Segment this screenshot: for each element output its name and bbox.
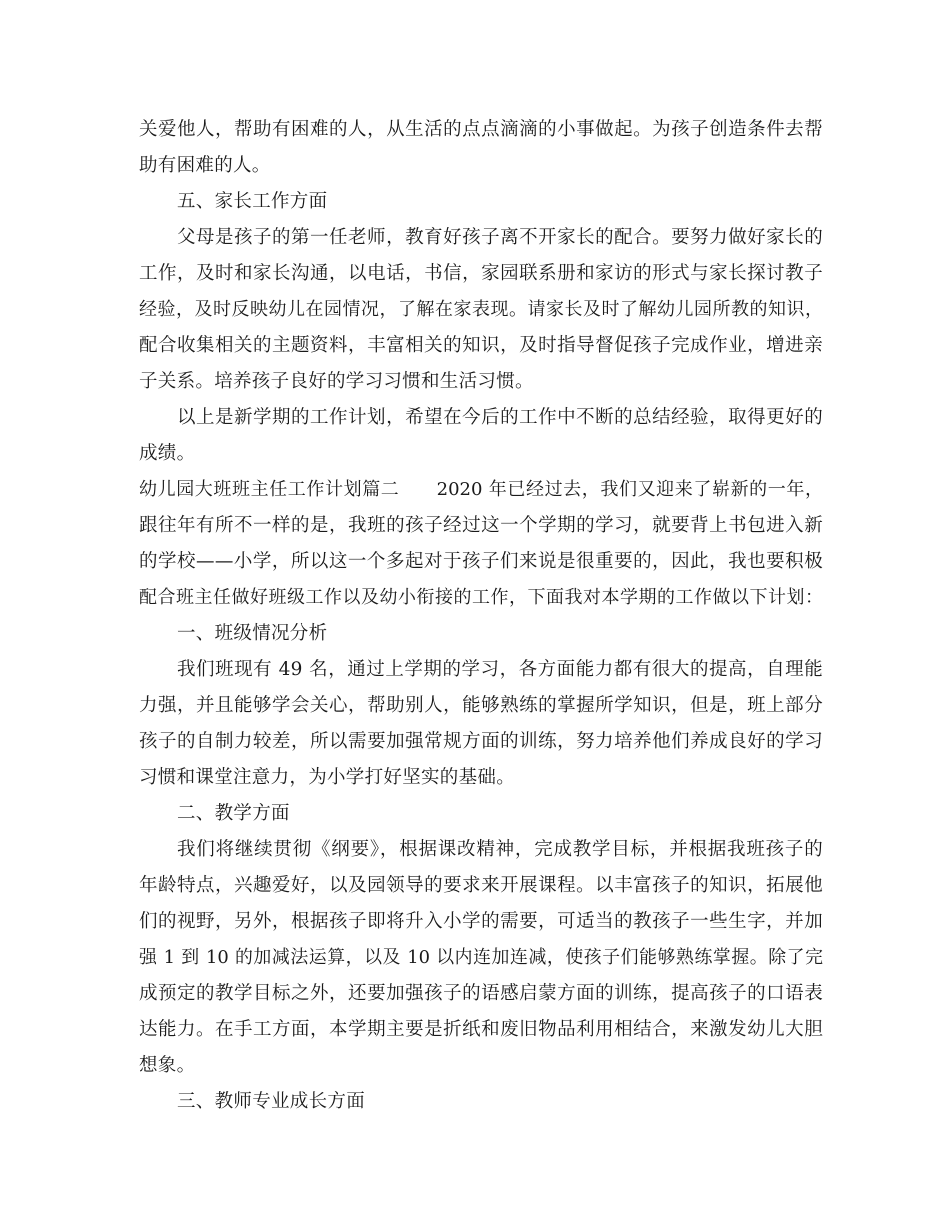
text-line: 跟往年有所不一样的是，我班的孩子经过这一个学期的学习，就要背上书包进入新: [139, 515, 823, 536]
text-line: 幼儿园大班班主任工作计划篇二 2020 年已经过去，我们又迎来了崭新的一年，: [139, 479, 823, 500]
text-line: 力强，并且能够学会关心，帮助别人，能够熟练的掌握所学知识，但是，班上部分: [139, 695, 823, 716]
text-line: 以上是新学期的工作计划，希望在今后的工作中不断的总结经验，取得更好的: [177, 407, 823, 428]
text-line: 达能力。在手工方面，本学期主要是折纸和废旧物品利用相结合，来激发幼儿大胆: [139, 1019, 823, 1040]
text-line: 我们班现有 49 名，通过上学期的学习，各方面能力都有很大的提高，自理能: [177, 659, 823, 680]
text-line: 二、教学方面: [177, 803, 290, 824]
text-line: 一、班级情况分析: [177, 623, 328, 644]
text-line: 五、家长工作方面: [177, 191, 328, 212]
text-line: 强 1 到 10 的加减法运算，以及 10 以内连加连减，使孩子们能够熟练掌握。除了完: [139, 947, 823, 968]
text-line: 子关系。培养孩子良好的学习习惯和生活习惯。: [139, 371, 534, 392]
text-line: 成预定的教学目标之外，还要加强孩子的语感启蒙方面的训练，提高孩子的口语表: [139, 983, 823, 1004]
text-line: 配合班主任做好班级工作以及幼小衔接的工作，下面我对本学期的工作做以下计划：: [139, 587, 823, 608]
document-body: [139, 112, 823, 1120]
text-line: 我们将继续贯彻《纲要》，根据课改精神，完成教学目标，并根据我班孩子的: [177, 839, 823, 860]
text-line: 经验，及时反映幼儿在园情况，了解在家表现。请家长及时了解幼儿园所教的知识，: [139, 299, 823, 320]
text-line: 配合收集相关的主题资料，丰富相关的知识，及时指导督促孩子完成作业，增进亲: [139, 335, 823, 356]
text-line: 成绩。: [139, 443, 196, 464]
text-line: 习惯和课堂注意力，为小学打好坚实的基础。: [139, 767, 516, 788]
text-line: 三、教师专业成长方面: [177, 1091, 366, 1112]
text-line: 助有困难的人。: [139, 155, 271, 176]
text-line: 父母是孩子的第一任老师，教育好孩子离不开家长的配合。要努力做好家长的: [177, 227, 823, 248]
text-line: 年龄特点，兴趣爱好，以及园领导的要求来开展课程。以丰富孩子的知识，拓展他: [139, 875, 823, 896]
text-line: 关爱他人，帮助有困难的人，从生活的点点滴滴的小事做起。为孩子创造条件去帮: [139, 119, 823, 140]
text-line: 想象。: [139, 1055, 196, 1076]
text-line: 们的视野，另外，根据孩子即将升入小学的需要，可适当的教孩子一些生字，并加: [139, 911, 823, 932]
text-line: 孩子的自制力较差，所以需要加强常规方面的训练，努力培养他们养成良好的学习: [139, 731, 823, 752]
text-line: 工作，及时和家长沟通，以电话，书信，家园联系册和家访的形式与家长探讨教子: [139, 263, 823, 284]
text-line: 的学校——小学，所以这一个多起对于孩子们来说是很重要的，因此，我也要积极: [139, 551, 823, 572]
